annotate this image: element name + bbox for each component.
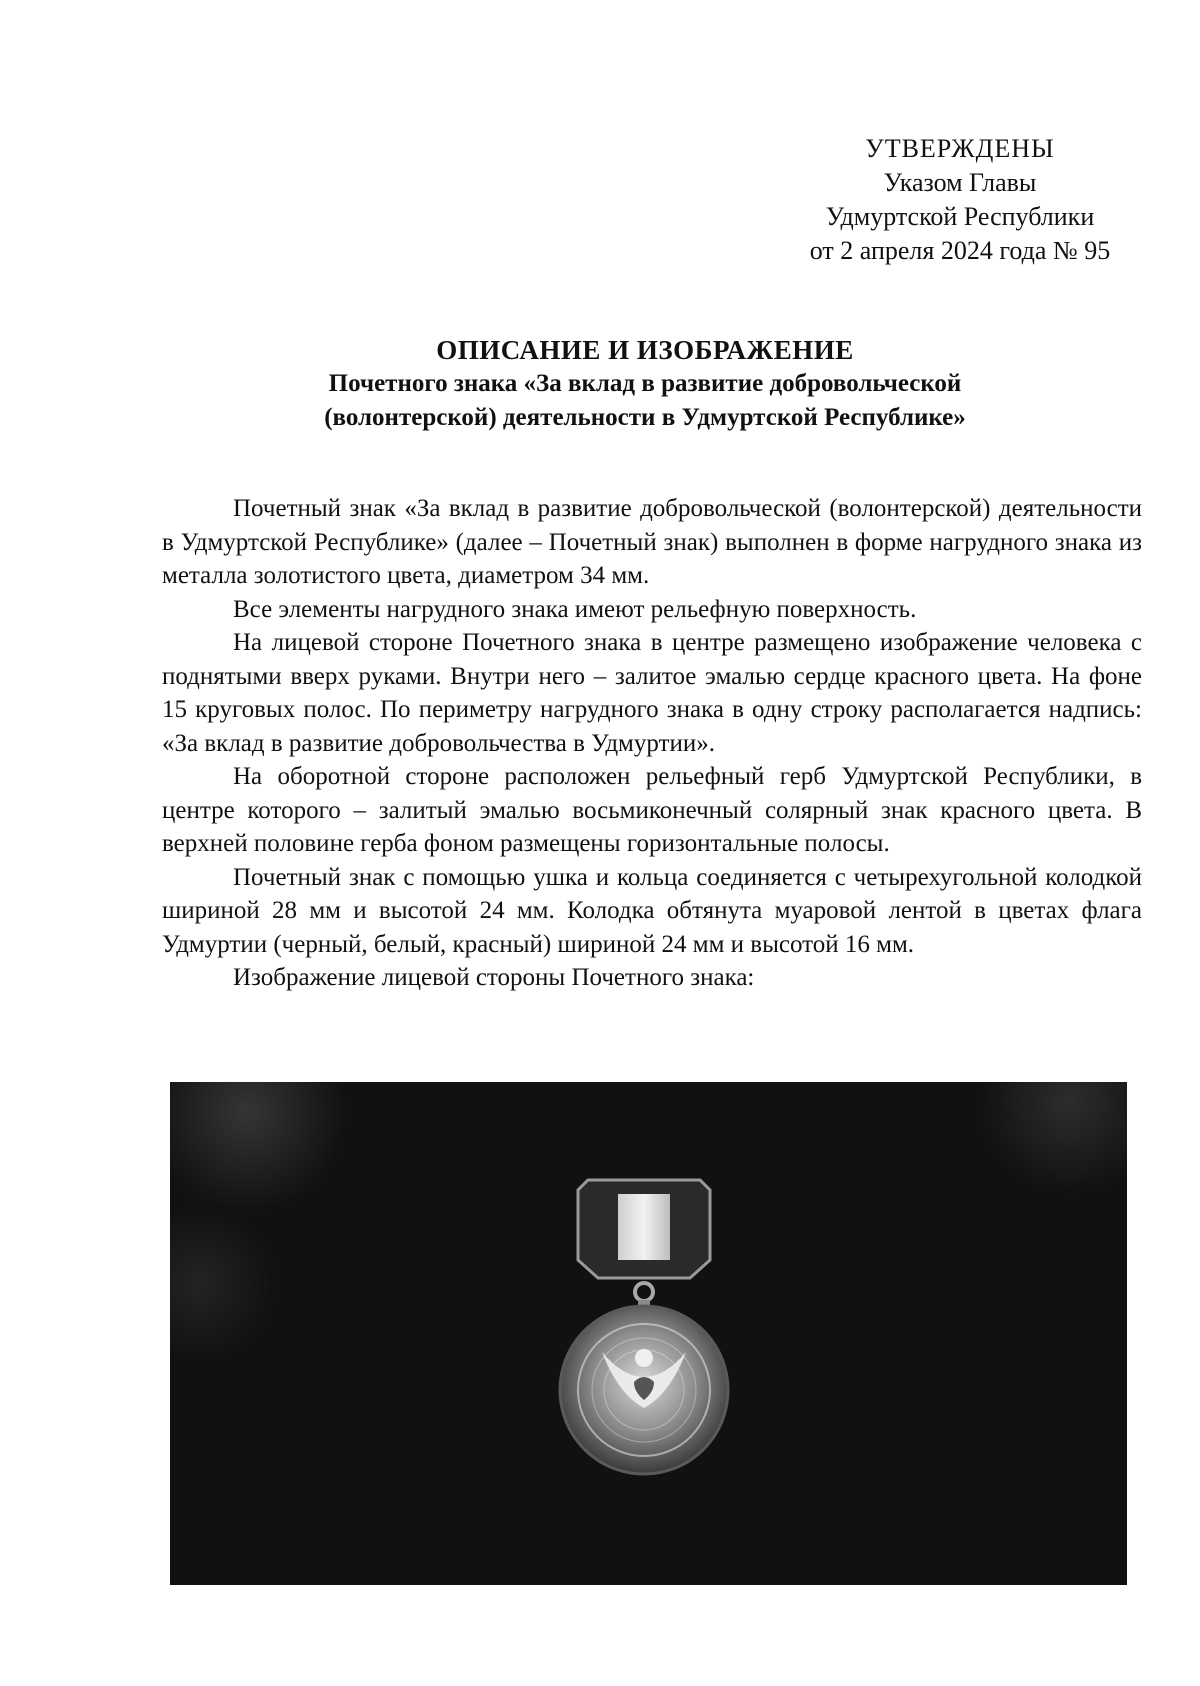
paragraph: Все элементы нагрудного знака имеют рельефную поверхность.: [233, 595, 917, 623]
paragraph: На оборотной стороне расположен рельефный герб Удмуртской Республики, в центре которого – залитый эмалью восьмиконечный солярный знак красного цвета. В верхней половине герба фоном размещены горизонтальные полосы.: [162, 763, 1142, 857]
person-head-icon: [635, 1349, 653, 1367]
title-heading: ОПИСАНИЕ И ИЗОБРАЖЕНИЕ: [436, 335, 854, 365]
approval-heading: УТВЕРЖДЕНЫ: [865, 134, 1055, 163]
document-body: [162, 492, 1142, 995]
approval-block: [780, 132, 1140, 268]
medal-photo: [170, 1082, 1127, 1585]
title-subtitle-line1: Почетного знака «За вклад в развитие добровольческой: [328, 370, 962, 397]
paragraph: Почетный знак «За вклад в развитие добровольческой (волонтерской) деятельности в Удмуртской Республике» (далее – Почетный знак) выполнен в форме нагрудного знака из металла золотистого цвета, диаметром 34 мм.: [162, 495, 1142, 589]
document-title: [150, 333, 1140, 435]
ribbon-stripe: [618, 1194, 670, 1260]
paragraph: На лицевой стороне Почетного знака в центре размещено изображение человека с поднятыми вверх руками. Внутри него – залитое эмалью сердце красного цвета. На фоне 15 круговых полос. По периметру нагрудного знака в одну строку располагается надпись: «За вклад в развитие добровольчества в Удмуртии».: [162, 629, 1142, 757]
medal-ring: [635, 1283, 653, 1301]
image-caption: Изображение лицевой стороны Почетного знака:: [233, 964, 755, 991]
approval-decree: Указом Главы: [883, 168, 1037, 197]
approval-authority: Удмуртской Республики: [825, 202, 1095, 231]
approval-date: от 2 апреля 2024 года № 95: [809, 236, 1111, 265]
title-subtitle-line2: (волонтерской) деятельности в Удмуртской Республике»: [324, 404, 966, 431]
medal-icon: [170, 1082, 1127, 1585]
paragraph: Почетный знак с помощью ушка и кольца соединяется с четырехугольной колодкой шириной 28 мм и высотой 24 мм. Колодка обтянута муаровой лентой в цветах флага Удмуртии (черный, белый, красный) шириной 24 мм и высотой 16 мм.: [162, 863, 1142, 958]
